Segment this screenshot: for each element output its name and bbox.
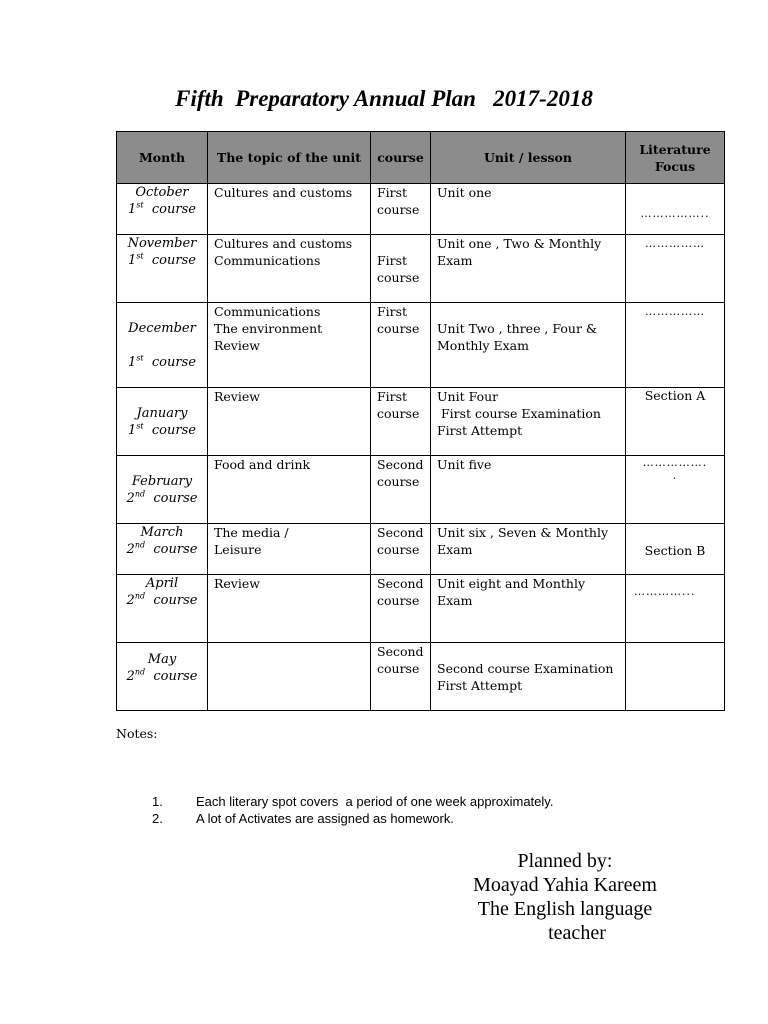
- unit-line: Unit Four: [437, 389, 499, 404]
- course-cell: [371, 575, 431, 643]
- month-course-label: course: [151, 253, 196, 268]
- ordinal-suffix: nd: [134, 540, 146, 550]
- month-name: March: [140, 525, 184, 540]
- unit-cell: [431, 235, 626, 303]
- teacher-role: The English language: [477, 898, 653, 920]
- month-cell: [117, 456, 208, 524]
- month-cell: [117, 524, 208, 575]
- topic-cell: [208, 643, 371, 711]
- table-row: [117, 235, 725, 303]
- topic-line: Leisure: [214, 542, 262, 557]
- unit-line: Unit one , Two & Monthly: [437, 236, 602, 251]
- page-title: Fifth Preparatory Annual Plan 2017-2018: [175, 86, 593, 111]
- table-row: [117, 643, 725, 711]
- unit-line: Unit five: [437, 457, 492, 472]
- note-number: 2.: [152, 811, 163, 826]
- course-ordinal: 1: [128, 423, 137, 438]
- unit-line: Second course Examination: [437, 661, 614, 676]
- course-cell: [371, 303, 431, 388]
- topic-cell: [208, 524, 371, 575]
- unit-line: Unit one: [437, 185, 492, 200]
- literature-focus-value: Section A: [644, 388, 706, 403]
- topic-cell: [208, 388, 371, 456]
- note-number: 1.: [152, 794, 163, 809]
- ordinal-suffix: nd: [134, 489, 146, 499]
- course-line: First: [377, 185, 408, 200]
- topic-cell: [208, 235, 371, 303]
- course-line: course: [377, 542, 420, 557]
- planned-by-label: Planned by:: [517, 850, 613, 872]
- topic-line: Cultures and customs: [214, 185, 353, 200]
- literature-focus-value: …………….: [642, 456, 708, 469]
- ordinal-suffix: nd: [134, 591, 146, 601]
- month-course-label: course: [153, 542, 198, 557]
- course-ordinal: 1: [128, 355, 137, 370]
- course-ordinal: 2: [126, 669, 135, 684]
- literature-focus-value: …………...: [634, 585, 696, 598]
- unit-cell: [431, 303, 626, 388]
- course-ordinal: 2: [126, 593, 135, 608]
- teacher-role-cont: teacher: [548, 922, 606, 944]
- unit-cell: [431, 184, 626, 235]
- ordinal-suffix: st: [136, 421, 144, 431]
- ordinal-suffix: st: [136, 353, 144, 363]
- topic-cell: [208, 303, 371, 388]
- course-line: Second: [377, 576, 424, 591]
- literature-cell: [626, 456, 725, 524]
- unit-line: Unit Two , three , Four &: [437, 321, 598, 336]
- month-name: February: [131, 474, 193, 489]
- month-course-label: course: [151, 355, 196, 370]
- course-cell: [371, 456, 431, 524]
- table-row: [117, 184, 725, 235]
- unit-cell: [431, 388, 626, 456]
- month-cell: [117, 643, 208, 711]
- month-course-label: course: [153, 669, 198, 684]
- unit-line: Monthly Exam: [437, 338, 529, 353]
- annual-plan-table: [116, 131, 725, 711]
- course-line: Second: [377, 525, 424, 540]
- topic-cell: [208, 575, 371, 643]
- course-cell: [371, 184, 431, 235]
- table-row: [117, 303, 725, 388]
- topic-cell: [208, 184, 371, 235]
- literature-focus-value: ……………: [645, 305, 705, 318]
- note-text: A lot of Activates are assigned as homework.: [196, 811, 454, 826]
- header-course: course: [371, 132, 431, 184]
- header-topic: The topic of the unit: [208, 132, 371, 184]
- month-name: December: [128, 321, 196, 336]
- month-cell: [117, 575, 208, 643]
- unit-line: Exam: [437, 253, 473, 268]
- unit-line: Exam: [437, 542, 473, 557]
- table-row: [117, 456, 725, 524]
- month-course-label: course: [153, 593, 198, 608]
- course-line: course: [377, 406, 420, 421]
- literature-focus-value-cont: .: [672, 469, 678, 482]
- note-text: Each literary spot covers a period of one week approximately.: [196, 794, 554, 809]
- course-ordinal: 1: [128, 253, 137, 268]
- course-ordinal: 2: [126, 491, 135, 506]
- literature-focus-value: Section B: [644, 543, 706, 558]
- course-line: Second: [377, 457, 424, 472]
- month-course-label: course: [153, 491, 198, 506]
- course-line: course: [377, 474, 420, 489]
- header-unit-lesson: Unit / lesson: [431, 132, 626, 184]
- month-name: November: [127, 236, 197, 251]
- topic-line: Review: [214, 576, 260, 591]
- header-literature-focus: Literature Focus: [626, 132, 725, 184]
- topic-line: Review: [214, 338, 260, 353]
- course-line: course: [377, 661, 420, 676]
- table-header-row: [117, 132, 725, 184]
- list-item: [146, 793, 553, 810]
- month-cell: [117, 184, 208, 235]
- month-name: May: [147, 652, 177, 667]
- course-cell: [371, 643, 431, 711]
- unit-cell: [431, 456, 626, 524]
- literature-focus-value: ……………: [645, 237, 705, 250]
- unit-line: Unit six , Seven & Monthly: [437, 525, 609, 540]
- notes-label: Notes:: [116, 726, 158, 741]
- month-course-label: course: [151, 423, 196, 438]
- topic-line: Cultures and customs: [214, 236, 353, 251]
- course-line: First: [377, 304, 408, 319]
- course-line: course: [377, 202, 420, 217]
- topic-line: Communications: [214, 304, 321, 319]
- list-item: [146, 810, 553, 827]
- month-course-label: course: [151, 202, 196, 217]
- course-line: First: [377, 253, 408, 268]
- literature-cell: [626, 303, 725, 388]
- teacher-name: Moayad Yahia Kareem: [473, 874, 657, 896]
- month-name: January: [136, 406, 188, 421]
- ordinal-suffix: nd: [134, 667, 146, 677]
- literature-cell: [626, 184, 725, 235]
- topic-line: Food and drink: [214, 457, 311, 472]
- unit-cell: [431, 575, 626, 643]
- topic-cell: [208, 456, 371, 524]
- month-cell: [117, 303, 208, 388]
- table-row: [117, 388, 725, 456]
- literature-cell: [626, 388, 725, 456]
- course-cell: [371, 524, 431, 575]
- literature-focus-value: ……………..: [640, 207, 710, 220]
- literature-cell: [626, 524, 725, 575]
- unit-cell: [431, 524, 626, 575]
- month-name: April: [145, 576, 179, 591]
- ordinal-suffix: st: [136, 251, 144, 261]
- topic-line: Communications: [214, 253, 321, 268]
- unit-cell: [431, 643, 626, 711]
- course-line: course: [377, 593, 420, 608]
- course-cell: [371, 388, 431, 456]
- topic-line: The environment: [214, 321, 323, 336]
- unit-line: First Attempt: [437, 423, 523, 438]
- month-cell: [117, 235, 208, 303]
- course-line: course: [377, 321, 420, 336]
- course-line: First: [377, 389, 408, 404]
- course-ordinal: 1: [128, 202, 137, 217]
- course-line: course: [377, 270, 420, 285]
- unit-line: Unit eight and Monthly: [437, 576, 586, 591]
- literature-cell: [626, 235, 725, 303]
- topic-line: Review: [214, 389, 260, 404]
- table-row: [117, 524, 725, 575]
- ordinal-suffix: st: [136, 200, 144, 210]
- literature-cell: [626, 643, 725, 711]
- notes-list: [146, 793, 553, 827]
- month-cell: [117, 388, 208, 456]
- course-ordinal: 2: [126, 542, 135, 557]
- course-line: Second: [377, 644, 424, 659]
- literature-cell: [626, 575, 725, 643]
- unit-line: First course Examination: [437, 406, 601, 421]
- unit-line: Exam: [437, 593, 473, 608]
- header-month: Month: [117, 132, 208, 184]
- month-name: October: [135, 185, 189, 200]
- unit-line: First Attempt: [437, 678, 523, 693]
- course-cell: [371, 235, 431, 303]
- signature-block: [440, 849, 690, 945]
- topic-line: The media /: [214, 525, 289, 540]
- table-row: [117, 575, 725, 643]
